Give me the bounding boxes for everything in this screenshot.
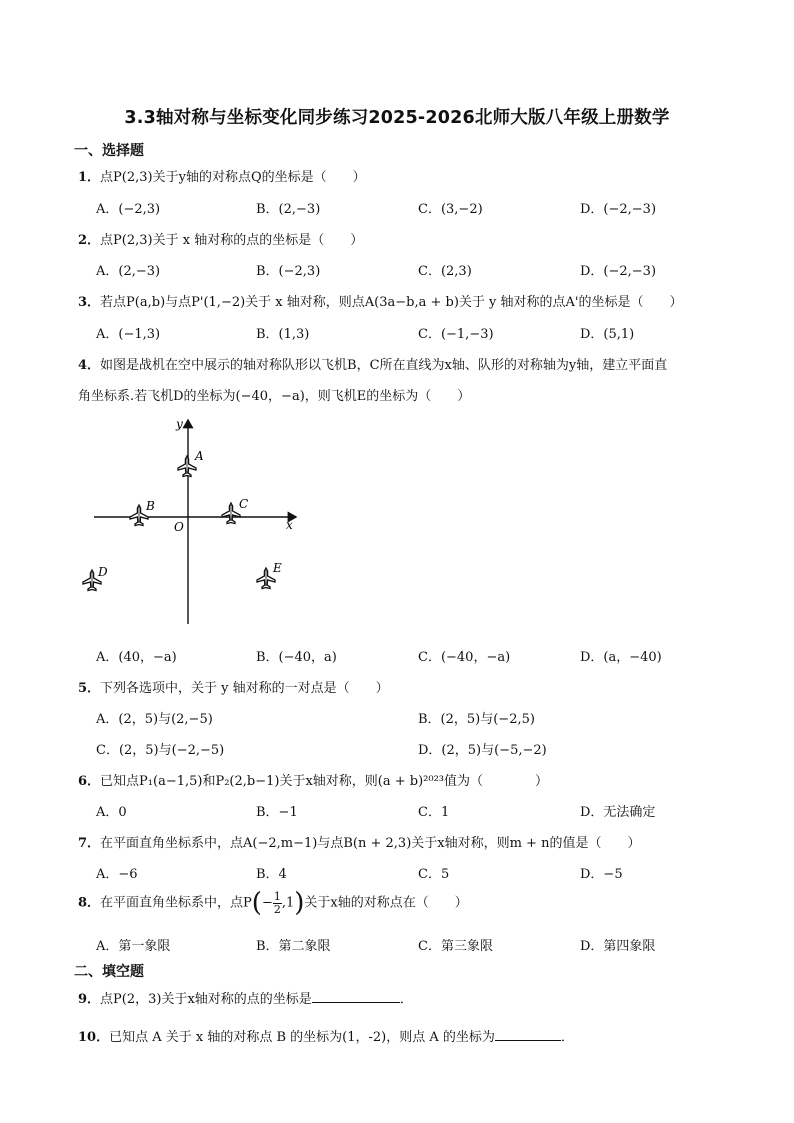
question-4 (78, 354, 667, 373)
option-d[interactable]: D．(−2,−3) (580, 202, 657, 217)
fraction (273, 891, 282, 916)
option-b[interactable]: B．(2,−3) (256, 202, 321, 217)
question-text: 点P(2,3)关于y轴的对称点Q的坐标是（ ） (100, 170, 366, 185)
option-c[interactable]: C．1 (418, 805, 450, 820)
question-number: 1． (78, 170, 101, 185)
fraction-denominator: 2 (273, 902, 281, 916)
option-b[interactable]: B．(−2,3) (256, 264, 321, 279)
question-text: 在平面直角坐标系中，点A(−2,m−1)与点B(n + 2,3)关于x轴对称，则m + n的值是（ ） (100, 836, 641, 851)
option-d[interactable]: D．(a，−40) (580, 650, 662, 665)
section-choice-heading: 一、选择题 (74, 143, 144, 159)
question-number: 8． (78, 895, 101, 911)
question-tail: ． (399, 992, 413, 1007)
question-number: 10． (78, 1030, 110, 1045)
question-8: 8．在平面直角坐标系中，点P(− $\frac{1}{2}$ ,1)关于x轴的对称点在（ ） (78, 888, 468, 918)
option-d[interactable]: D．(2，5)与(−5,−2) (418, 743, 547, 758)
plane-b-label: B (146, 499, 155, 513)
question-number: 6． (78, 774, 101, 789)
plane-c-icon (222, 503, 240, 524)
option-d[interactable]: D．−5 (580, 867, 623, 882)
option-c[interactable]: C．(3,−2) (418, 202, 483, 217)
question-4-line2: 角坐标系.若飞机D的坐标为(−40，−a)，则飞机E的坐标为（ ） (78, 389, 471, 404)
option-a[interactable]: A．(−2,3) (96, 202, 161, 217)
question-text: 点P(2,3)关于 x 轴对称的点的坐标是（ ） (100, 233, 364, 248)
section-fill-heading: 二、填空题 (74, 964, 144, 980)
option-d[interactable]: D．无法确定 (580, 805, 656, 820)
option-a[interactable]: A．(−1,3) (96, 327, 161, 342)
question-text: 下列各选项中，关于 y 轴对称的一对点是（ ） (100, 681, 389, 696)
option-b[interactable]: B．4 (256, 867, 287, 882)
option-c[interactable]: C．第三象限 (418, 939, 493, 954)
option-a[interactable]: A．(2,−3) (96, 264, 161, 279)
answer-blank[interactable] (495, 1028, 561, 1041)
option-b[interactable]: B．第二象限 (256, 939, 331, 954)
option-d[interactable]: D．(−2,−3) (580, 264, 657, 279)
question-9 (78, 988, 413, 1007)
formation-figure (76, 412, 316, 632)
plane-c-label: C (239, 497, 249, 511)
option-c[interactable]: C．(−1,−3) (418, 327, 494, 342)
question-text: 已知点 A 关于 x 轴的对称点 B 的坐标为(1，-2)，则点 A 的坐标为 (109, 1030, 495, 1045)
question-number: 9． (78, 992, 101, 1007)
option-a[interactable]: A．第一象限 (96, 939, 171, 954)
question-number: 3． (78, 295, 101, 310)
option-b[interactable]: B．(1,3) (256, 327, 310, 342)
option-c[interactable]: C．(2,3) (418, 264, 472, 279)
question-text: 已知点P₁(a−1,5)和P₂(2,b−1)关于x轴对称，则(a + b)²⁰²³值为（ ） (100, 774, 549, 789)
x-axis-label: x (286, 518, 293, 532)
plane-e-label: E (273, 561, 282, 575)
question-5 (78, 677, 389, 696)
question-text: 如图是战机在空中展示的轴对称队形以飞机B，C所在直线为x轴、队形的对称轴为y轴，建立平面直 (100, 358, 668, 373)
question-1 (78, 166, 366, 185)
question-10 (78, 1026, 574, 1045)
plane-a-label: A (195, 449, 204, 463)
question-7 (78, 832, 640, 851)
option-d[interactable]: D．(5,1) (580, 327, 635, 342)
option-a[interactable]: A．0 (96, 805, 127, 820)
question-text: 若点P(a,b)与点P'(1,−2)关于 x 轴对称，则点A(3a−b,a + b)关于 y 轴对称的点A'的坐标是（ ） (100, 295, 683, 310)
question-number: 7． (78, 836, 101, 851)
question-number: 4． (78, 358, 101, 373)
option-a[interactable]: A．(2，5)与(2,−5) (96, 712, 213, 727)
question-3 (78, 291, 682, 310)
question-tail: ． (560, 1030, 574, 1045)
question-number: 2． (78, 233, 101, 248)
page-title: 3.3轴对称与坐标变化同步练习2025-2026北师大版八年级上册数学 (124, 108, 670, 128)
option-c[interactable]: C．(2，5)与(−2,−5) (96, 743, 225, 758)
option-c[interactable]: C．(−40，−a) (418, 650, 511, 665)
fraction-numerator: 1 (273, 889, 281, 903)
y-axis-label: y (176, 417, 183, 431)
plane-d-label: D (98, 565, 108, 579)
option-a[interactable]: A．(40，−a) (96, 650, 177, 665)
question-2 (78, 229, 363, 248)
option-d[interactable]: D．第四象限 (580, 939, 656, 954)
question-text-a: 在平面直角坐标系中，点P (100, 895, 252, 911)
option-a[interactable]: A．−6 (96, 867, 138, 882)
answer-blank[interactable] (312, 990, 400, 1003)
question-number: 5． (78, 681, 101, 696)
option-c[interactable]: C．5 (418, 867, 450, 882)
question-text: 点P(2，3)关于x轴对称的点的坐标是 (100, 992, 312, 1007)
question-text-c: 关于x轴的对称点在（ ） (304, 895, 468, 911)
option-b[interactable]: B．(−40，a) (256, 650, 337, 665)
question-6 (78, 770, 548, 789)
question-text-b: ,1 (281, 895, 295, 911)
option-b[interactable]: B．−1 (256, 805, 298, 820)
origin-label: O (174, 520, 184, 534)
plane-a-icon (178, 456, 196, 477)
option-b[interactable]: B．(2，5)与(−2,5) (418, 712, 535, 727)
